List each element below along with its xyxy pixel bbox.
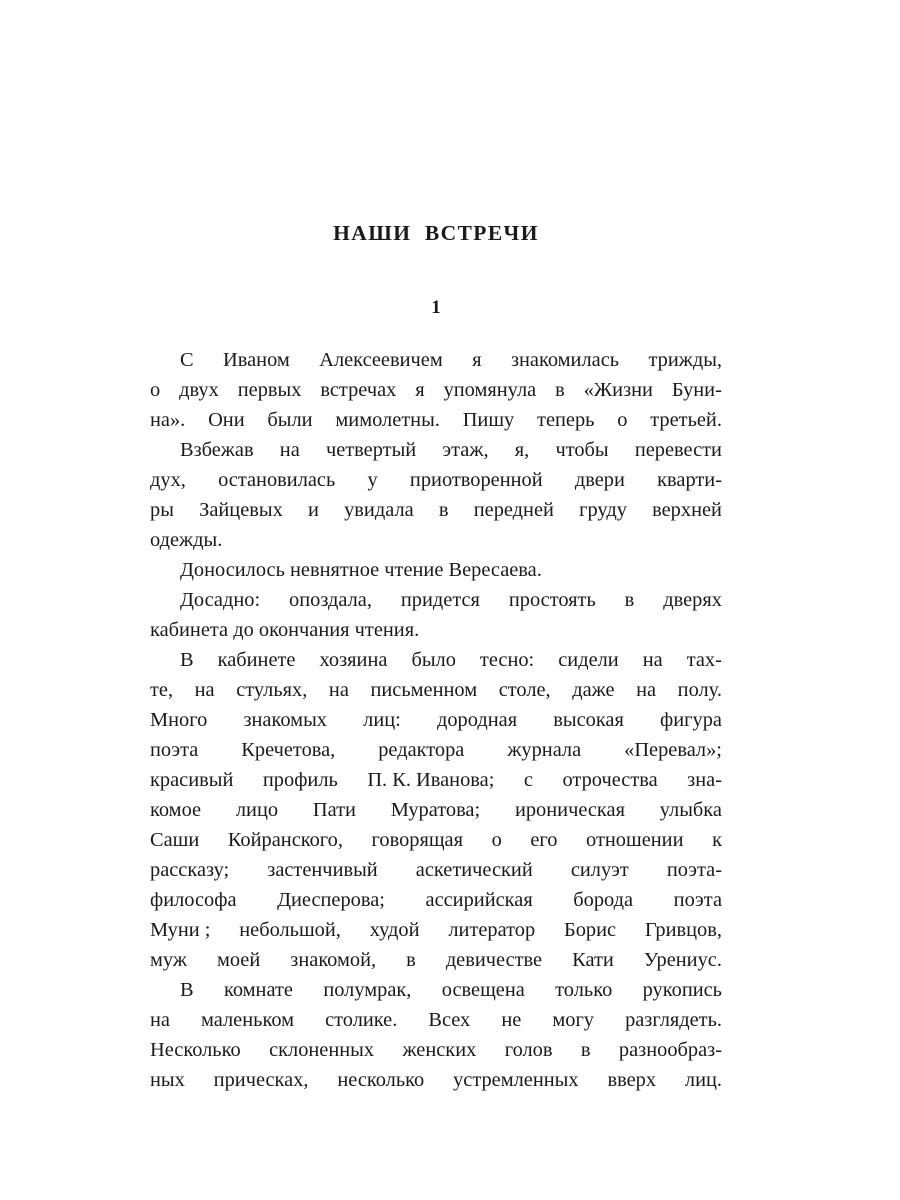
text-line bbox=[150, 825, 722, 855]
word: отношении bbox=[586, 828, 684, 851]
word: зна- bbox=[687, 768, 722, 791]
word: на bbox=[194, 678, 215, 701]
word: дверях bbox=[663, 588, 722, 611]
word: Койранского, bbox=[227, 828, 343, 851]
text-line: кабинета до окончания чтения. bbox=[150, 618, 420, 641]
word: моей bbox=[216, 948, 261, 971]
word: Несколько bbox=[150, 1038, 241, 1061]
text-line bbox=[150, 795, 722, 825]
word: несколько bbox=[337, 1068, 425, 1091]
word: третьей. bbox=[650, 408, 722, 431]
word: Досадно: bbox=[180, 588, 261, 611]
word: в bbox=[624, 588, 635, 611]
word: о bbox=[491, 828, 502, 851]
word: В bbox=[180, 648, 194, 671]
paragraph bbox=[150, 975, 722, 1095]
text-line bbox=[150, 495, 722, 525]
word: Кречетова, bbox=[241, 738, 336, 761]
word: в bbox=[406, 948, 416, 971]
text-line bbox=[150, 585, 722, 615]
paragraph bbox=[150, 435, 722, 555]
word: передней bbox=[473, 498, 554, 521]
word: первых bbox=[237, 378, 302, 401]
word: Пати bbox=[312, 798, 356, 821]
word: на bbox=[150, 1008, 170, 1031]
word: придется bbox=[400, 588, 480, 611]
word: о bbox=[617, 408, 628, 431]
word: ироническая bbox=[514, 798, 625, 821]
word: тах- bbox=[686, 648, 722, 671]
word: на bbox=[642, 648, 663, 671]
word: трижды, bbox=[648, 348, 722, 371]
word: полумрак, bbox=[323, 978, 412, 1001]
word: Диесперова; bbox=[277, 888, 385, 911]
text-line bbox=[150, 465, 722, 495]
text-line bbox=[150, 705, 722, 735]
word: склоненных bbox=[269, 1038, 375, 1061]
text-line bbox=[150, 855, 722, 885]
word: я bbox=[472, 348, 482, 371]
word: увидала bbox=[344, 498, 414, 521]
word: четвертый bbox=[325, 438, 417, 461]
text-line: одежды. bbox=[150, 528, 223, 551]
word: хозяина bbox=[319, 648, 388, 671]
word: простоять bbox=[508, 588, 596, 611]
word: говорящая bbox=[371, 828, 463, 851]
word: Взбежав bbox=[180, 438, 254, 461]
word: С bbox=[180, 348, 194, 371]
word: перевести bbox=[634, 438, 722, 461]
word: Муратова; bbox=[390, 798, 481, 821]
word: полу. bbox=[677, 678, 722, 701]
word: разглядеть. bbox=[625, 1008, 722, 1031]
word: В bbox=[180, 978, 194, 1001]
word: в bbox=[580, 1038, 591, 1061]
word: приотворенной bbox=[409, 468, 543, 491]
word: ассирийская bbox=[425, 888, 533, 911]
word: Муни ; bbox=[150, 918, 211, 941]
text-line bbox=[150, 975, 722, 1005]
text-line bbox=[150, 945, 722, 975]
word: опоздала, bbox=[289, 588, 372, 611]
word: вверх bbox=[607, 1068, 657, 1091]
text-line bbox=[150, 885, 722, 915]
word: в bbox=[438, 498, 449, 521]
word: в bbox=[555, 378, 565, 401]
word: тесно: bbox=[479, 648, 535, 671]
word: Кати bbox=[572, 948, 614, 971]
word: Всех bbox=[428, 1008, 471, 1031]
word: «Жизни bbox=[583, 378, 653, 401]
word: отрочества bbox=[562, 768, 658, 791]
word: поэта bbox=[150, 738, 199, 761]
word: силуэт bbox=[570, 858, 629, 881]
word: на bbox=[279, 438, 300, 461]
word: поэта bbox=[673, 888, 722, 911]
word: девичестве bbox=[445, 948, 543, 971]
word: о bbox=[150, 378, 161, 401]
word: Алексеевичем bbox=[319, 348, 443, 371]
word: могу bbox=[552, 1008, 595, 1031]
word: двух bbox=[179, 378, 219, 401]
word: стульях, bbox=[236, 678, 308, 701]
word: дородная bbox=[436, 708, 518, 731]
word: я, bbox=[514, 438, 530, 461]
word: Саши bbox=[150, 828, 200, 851]
word: устремленных bbox=[453, 1068, 579, 1091]
word: кварти- bbox=[657, 468, 722, 491]
word: муж bbox=[150, 948, 187, 971]
word: письменном bbox=[370, 678, 478, 701]
word: к bbox=[712, 828, 722, 851]
word: Они bbox=[208, 408, 245, 431]
word: П. К. Иванова; bbox=[367, 768, 495, 791]
word: даже bbox=[572, 678, 615, 701]
word: Борис bbox=[564, 918, 617, 941]
word: этаж, bbox=[442, 438, 489, 461]
word: маленьком bbox=[201, 1008, 295, 1031]
word: на». bbox=[150, 408, 186, 431]
word: журнала bbox=[507, 738, 582, 761]
word: остановилась bbox=[218, 468, 336, 491]
word: Много bbox=[150, 708, 208, 731]
text-column bbox=[150, 222, 722, 1095]
word: рассказу; bbox=[150, 858, 230, 881]
word: фигура bbox=[660, 708, 722, 731]
word: разнообраз- bbox=[618, 1038, 722, 1061]
word: высокая bbox=[553, 708, 624, 731]
word: на bbox=[636, 678, 657, 701]
word: встречах bbox=[320, 378, 397, 401]
word: знакомых bbox=[243, 708, 327, 731]
word: и bbox=[307, 498, 319, 521]
word: столике. bbox=[325, 1008, 398, 1031]
word: сидели bbox=[558, 648, 619, 671]
word: ных bbox=[150, 1068, 185, 1091]
word: дух, bbox=[150, 468, 186, 491]
word: я bbox=[415, 378, 425, 401]
word: лиц. bbox=[684, 1068, 722, 1091]
word: у bbox=[367, 468, 378, 491]
word: было bbox=[411, 648, 456, 671]
paragraph bbox=[150, 555, 722, 585]
word: двери bbox=[574, 468, 625, 491]
word: «Перевал»; bbox=[624, 738, 722, 761]
text-line bbox=[150, 735, 722, 765]
text-line bbox=[150, 765, 722, 795]
word: профиль bbox=[262, 768, 338, 791]
word: с bbox=[523, 768, 533, 791]
text-line bbox=[150, 915, 722, 945]
word: освещена bbox=[441, 978, 525, 1001]
word: теперь bbox=[537, 408, 595, 431]
word: столе, bbox=[498, 678, 551, 701]
word: знакомилась bbox=[510, 348, 620, 371]
text-line bbox=[150, 345, 722, 375]
word: женских bbox=[402, 1038, 477, 1061]
word: поэта- bbox=[666, 858, 722, 881]
word: лицо bbox=[235, 798, 279, 821]
section-number: 1 bbox=[431, 296, 441, 318]
word: верхней bbox=[652, 498, 722, 521]
word: редактора bbox=[378, 738, 465, 761]
word: лиц: bbox=[363, 708, 401, 731]
word: прическах, bbox=[213, 1068, 309, 1091]
page-title: НАШИ ВСТРЕЧИ bbox=[333, 221, 539, 245]
word: Зайцевых bbox=[199, 498, 283, 521]
text-line bbox=[150, 645, 722, 675]
word: Иваном bbox=[223, 348, 290, 371]
paragraph bbox=[150, 345, 722, 435]
word: не bbox=[501, 1008, 522, 1031]
word: борода bbox=[573, 888, 634, 911]
word: кабинете bbox=[217, 648, 296, 671]
paragraph bbox=[150, 585, 722, 645]
word: литератор bbox=[448, 918, 536, 941]
word: Буни- bbox=[671, 378, 722, 401]
text-line bbox=[150, 675, 722, 705]
text-line bbox=[150, 1035, 722, 1065]
word: Урениус. bbox=[643, 948, 722, 971]
word: Гривцов, bbox=[644, 918, 722, 941]
word: ры bbox=[150, 498, 174, 521]
word: улыбка bbox=[659, 798, 722, 821]
word: застенчивый bbox=[267, 858, 378, 881]
body-text bbox=[150, 345, 722, 1095]
word: голов bbox=[504, 1038, 553, 1061]
text-line bbox=[150, 405, 722, 435]
word: были bbox=[267, 408, 313, 431]
word: худой bbox=[369, 918, 420, 941]
word: на bbox=[328, 678, 349, 701]
paragraph bbox=[150, 645, 722, 975]
word: его bbox=[530, 828, 558, 851]
word: комое bbox=[150, 798, 202, 821]
word: мимолетны. bbox=[335, 408, 440, 431]
word: знакомой, bbox=[290, 948, 377, 971]
text-line bbox=[150, 1065, 722, 1095]
text-line bbox=[150, 375, 722, 405]
text-line: Доносилось невнятное чтение Вересаева. bbox=[180, 558, 542, 581]
word: груду bbox=[579, 498, 627, 521]
word: чтобы bbox=[555, 438, 609, 461]
word: небольшой, bbox=[239, 918, 341, 941]
word: аскетический bbox=[415, 858, 533, 881]
word: философа bbox=[150, 888, 237, 911]
word: упомянула bbox=[443, 378, 537, 401]
word: рукопись bbox=[642, 978, 722, 1001]
text-line bbox=[150, 435, 722, 465]
word: те, bbox=[150, 678, 174, 701]
text-line bbox=[150, 1005, 722, 1035]
word: красивый bbox=[150, 768, 234, 791]
word: комнате bbox=[223, 978, 293, 1001]
word: только bbox=[555, 978, 613, 1001]
word: Пишу bbox=[462, 408, 515, 431]
